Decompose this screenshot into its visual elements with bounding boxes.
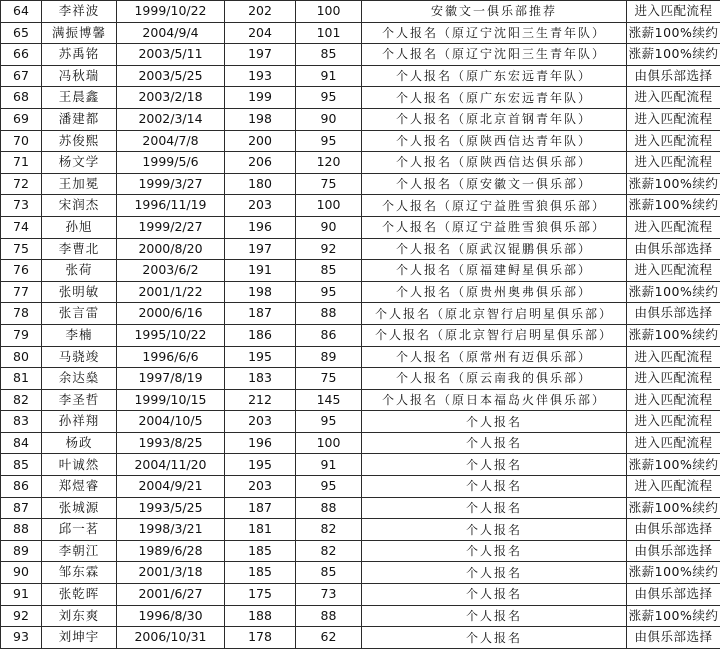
row-number: 78 (1, 303, 42, 325)
player-name: 王晨鑫 (42, 87, 117, 109)
registration-source: 个人报名（原常州有迈俱乐部） (362, 346, 627, 368)
player-name: 宋润杰 (42, 195, 117, 217)
height-cm: 195 (225, 454, 296, 476)
height-cm: 196 (225, 432, 296, 454)
registration-source: 个人报名（原北京智行启明星俱乐部） (362, 324, 627, 346)
height-cm: 197 (225, 238, 296, 260)
contract-status: 进入匹配流程 (627, 130, 720, 152)
contract-status: 由俱乐部选择 (627, 627, 720, 649)
row-number: 73 (1, 195, 42, 217)
table-row (1, 627, 720, 649)
weight-kg: 91 (296, 454, 362, 476)
registration-source: 个人报名（原陕西信达俱乐部） (362, 152, 627, 174)
registration-source: 个人报名 (362, 562, 627, 584)
contract-status: 涨薪100%续约 (627, 562, 720, 584)
contract-status: 进入匹配流程 (627, 411, 720, 433)
row-number: 91 (1, 584, 42, 606)
birth-date: 1995/10/22 (117, 324, 225, 346)
weight-kg: 90 (296, 108, 362, 130)
height-cm: 180 (225, 173, 296, 195)
row-number: 67 (1, 65, 42, 87)
height-cm: 187 (225, 497, 296, 519)
row-number: 88 (1, 519, 42, 541)
table-row (1, 497, 720, 519)
birth-date: 2001/3/18 (117, 562, 225, 584)
weight-kg: 85 (296, 260, 362, 282)
weight-kg: 88 (296, 605, 362, 627)
row-number: 66 (1, 44, 42, 66)
contract-status: 由俱乐部选择 (627, 238, 720, 260)
table-row (1, 324, 720, 346)
weight-kg: 95 (296, 281, 362, 303)
height-cm: 188 (225, 605, 296, 627)
height-cm: 203 (225, 195, 296, 217)
height-cm: 204 (225, 22, 296, 44)
contract-status: 涨薪100%续约 (627, 324, 720, 346)
row-number: 79 (1, 324, 42, 346)
height-cm: 185 (225, 540, 296, 562)
contract-status: 进入匹配流程 (627, 108, 720, 130)
registration-source: 个人报名（原贵州奥弗俱乐部） (362, 281, 627, 303)
registration-source: 个人报名（原北京智行启明星俱乐部） (362, 303, 627, 325)
weight-kg: 120 (296, 152, 362, 174)
player-name: 刘东爽 (42, 605, 117, 627)
player-name: 孙旭 (42, 216, 117, 238)
player-name: 张乾晖 (42, 584, 117, 606)
weight-kg: 100 (296, 1, 362, 23)
player-name: 邹东霖 (42, 562, 117, 584)
contract-status: 进入匹配流程 (627, 368, 720, 390)
birth-date: 1997/8/19 (117, 368, 225, 390)
table-row (1, 281, 720, 303)
player-name: 刘坤宇 (42, 627, 117, 649)
table-row (1, 130, 720, 152)
birth-date: 1989/6/28 (117, 540, 225, 562)
player-name: 王加冕 (42, 173, 117, 195)
player-name: 苏禹铭 (42, 44, 117, 66)
registration-source: 个人报名（原日本福岛火伴俱乐部） (362, 389, 627, 411)
contract-status: 涨薪100%续约 (627, 173, 720, 195)
birth-date: 1996/11/19 (117, 195, 225, 217)
player-name: 张城源 (42, 497, 117, 519)
birth-date: 1998/3/21 (117, 519, 225, 541)
weight-kg: 82 (296, 519, 362, 541)
contract-status: 进入匹配流程 (627, 1, 720, 23)
contract-status: 由俱乐部选择 (627, 65, 720, 87)
table-row (1, 87, 720, 109)
birth-date: 2003/2/18 (117, 87, 225, 109)
player-name: 李祥波 (42, 1, 117, 23)
registration-source: 个人报名（原辽宁沈阳三生青年队） (362, 22, 627, 44)
table-row (1, 432, 720, 454)
height-cm: 198 (225, 281, 296, 303)
birth-date: 1999/5/6 (117, 152, 225, 174)
table-row (1, 260, 720, 282)
birth-date: 2003/5/25 (117, 65, 225, 87)
contract-status: 进入匹配流程 (627, 260, 720, 282)
height-cm: 200 (225, 130, 296, 152)
row-number: 90 (1, 562, 42, 584)
table-row (1, 368, 720, 390)
player-name: 马骁竣 (42, 346, 117, 368)
row-number: 86 (1, 476, 42, 498)
registration-source: 个人报名（原辽宁益胜雪狼俱乐部） (362, 216, 627, 238)
contract-status: 进入匹配流程 (627, 152, 720, 174)
contract-status: 进入匹配流程 (627, 476, 720, 498)
contract-status: 进入匹配流程 (627, 346, 720, 368)
weight-kg: 100 (296, 432, 362, 454)
contract-status: 由俱乐部选择 (627, 519, 720, 541)
row-number: 64 (1, 1, 42, 23)
table-row (1, 389, 720, 411)
table-row (1, 173, 720, 195)
weight-kg: 101 (296, 22, 362, 44)
contract-status: 由俱乐部选择 (627, 584, 720, 606)
player-name: 李朝江 (42, 540, 117, 562)
contract-status: 涨薪100%续约 (627, 44, 720, 66)
table-row (1, 540, 720, 562)
birth-date: 1999/10/15 (117, 389, 225, 411)
height-cm: 191 (225, 260, 296, 282)
registration-source: 个人报名（原广东宏远青年队） (362, 87, 627, 109)
table-row (1, 562, 720, 584)
table-row (1, 411, 720, 433)
contract-status: 进入匹配流程 (627, 389, 720, 411)
table-row (1, 195, 720, 217)
registration-source: 个人报名（原北京首钢青年队） (362, 108, 627, 130)
row-number: 68 (1, 87, 42, 109)
table-row (1, 303, 720, 325)
table-row (1, 108, 720, 130)
height-cm: 202 (225, 1, 296, 23)
birth-date: 1996/6/6 (117, 346, 225, 368)
height-cm: 195 (225, 346, 296, 368)
height-cm: 199 (225, 87, 296, 109)
registration-source: 个人报名（原云南我的俱乐部） (362, 368, 627, 390)
registration-source: 个人报名（原安徽文一俱乐部） (362, 173, 627, 195)
registration-source: 个人报名 (362, 519, 627, 541)
table-row (1, 519, 720, 541)
table-row (1, 216, 720, 238)
weight-kg: 85 (296, 562, 362, 584)
birth-date: 1999/2/27 (117, 216, 225, 238)
row-number: 70 (1, 130, 42, 152)
row-number: 92 (1, 605, 42, 627)
roster-body (1, 1, 720, 649)
birth-date: 2006/10/31 (117, 627, 225, 649)
row-number: 80 (1, 346, 42, 368)
birth-date: 2004/11/20 (117, 454, 225, 476)
weight-kg: 88 (296, 303, 362, 325)
registration-source: 个人报名 (362, 584, 627, 606)
registration-source: 个人报名（原广东宏远青年队） (362, 65, 627, 87)
row-number: 77 (1, 281, 42, 303)
row-number: 71 (1, 152, 42, 174)
player-name: 余达燊 (42, 368, 117, 390)
player-name: 邱一茗 (42, 519, 117, 541)
birth-date: 2002/3/14 (117, 108, 225, 130)
registration-source: 个人报名（原辽宁沈阳三生青年队） (362, 44, 627, 66)
player-name: 叶诚然 (42, 454, 117, 476)
weight-kg: 90 (296, 216, 362, 238)
birth-date: 2001/6/27 (117, 584, 225, 606)
height-cm: 196 (225, 216, 296, 238)
birth-date: 2004/7/8 (117, 130, 225, 152)
height-cm: 185 (225, 562, 296, 584)
table-row (1, 346, 720, 368)
weight-kg: 88 (296, 497, 362, 519)
weight-kg: 85 (296, 44, 362, 66)
player-name: 孙祥翔 (42, 411, 117, 433)
height-cm: 212 (225, 389, 296, 411)
player-name: 满振博馨 (42, 22, 117, 44)
weight-kg: 89 (296, 346, 362, 368)
birth-date: 2000/6/16 (117, 303, 225, 325)
contract-status: 进入匹配流程 (627, 216, 720, 238)
row-number: 75 (1, 238, 42, 260)
table-row (1, 152, 720, 174)
registration-source: 个人报名 (362, 627, 627, 649)
contract-status: 由俱乐部选择 (627, 540, 720, 562)
contract-status: 进入匹配流程 (627, 87, 720, 109)
weight-kg: 86 (296, 324, 362, 346)
weight-kg: 100 (296, 195, 362, 217)
table-row (1, 1, 720, 23)
height-cm: 198 (225, 108, 296, 130)
row-number: 65 (1, 22, 42, 44)
table-row (1, 476, 720, 498)
registration-source: 个人报名（原辽宁益胜雪狼俱乐部） (362, 195, 627, 217)
row-number: 76 (1, 260, 42, 282)
weight-kg: 62 (296, 627, 362, 649)
birth-date: 2004/10/5 (117, 411, 225, 433)
registration-source: 安徽文一俱乐部推荐 (362, 1, 627, 23)
player-name: 李曹北 (42, 238, 117, 260)
height-cm: 193 (225, 65, 296, 87)
height-cm: 175 (225, 584, 296, 606)
birth-date: 2004/9/4 (117, 22, 225, 44)
row-number: 84 (1, 432, 42, 454)
player-name: 杨文学 (42, 152, 117, 174)
weight-kg: 92 (296, 238, 362, 260)
table-row (1, 605, 720, 627)
row-number: 81 (1, 368, 42, 390)
player-name: 潘建都 (42, 108, 117, 130)
contract-status: 涨薪100%续约 (627, 195, 720, 217)
registration-source: 个人报名（原福建鲟星俱乐部） (362, 260, 627, 282)
registration-source: 个人报名 (362, 454, 627, 476)
registration-source: 个人报名 (362, 605, 627, 627)
weight-kg: 95 (296, 411, 362, 433)
player-name: 苏俊熙 (42, 130, 117, 152)
weight-kg: 91 (296, 65, 362, 87)
player-name: 张明敏 (42, 281, 117, 303)
player-name: 冯秋瑞 (42, 65, 117, 87)
weight-kg: 75 (296, 173, 362, 195)
player-name: 张荷 (42, 260, 117, 282)
row-number: 93 (1, 627, 42, 649)
birth-date: 1999/10/22 (117, 1, 225, 23)
table-row (1, 65, 720, 87)
height-cm: 183 (225, 368, 296, 390)
table-row (1, 584, 720, 606)
height-cm: 178 (225, 627, 296, 649)
player-name: 李圣哲 (42, 389, 117, 411)
table-row (1, 44, 720, 66)
birth-date: 1999/3/27 (117, 173, 225, 195)
height-cm: 203 (225, 476, 296, 498)
row-number: 83 (1, 411, 42, 433)
height-cm: 186 (225, 324, 296, 346)
contract-status: 涨薪100%续约 (627, 22, 720, 44)
birth-date: 2003/5/11 (117, 44, 225, 66)
row-number: 85 (1, 454, 42, 476)
birth-date: 1993/8/25 (117, 432, 225, 454)
birth-date: 2004/9/21 (117, 476, 225, 498)
birth-date: 1996/8/30 (117, 605, 225, 627)
contract-status: 由俱乐部选择 (627, 303, 720, 325)
weight-kg: 73 (296, 584, 362, 606)
registration-source: 个人报名 (362, 476, 627, 498)
row-number: 69 (1, 108, 42, 130)
row-number: 87 (1, 497, 42, 519)
contract-status: 涨薪100%续约 (627, 281, 720, 303)
height-cm: 197 (225, 44, 296, 66)
row-number: 72 (1, 173, 42, 195)
birth-date: 2003/6/2 (117, 260, 225, 282)
registration-source: 个人报名 (362, 497, 627, 519)
row-number: 89 (1, 540, 42, 562)
table-row (1, 454, 720, 476)
height-cm: 181 (225, 519, 296, 541)
player-name: 郑煜睿 (42, 476, 117, 498)
registration-source: 个人报名 (362, 540, 627, 562)
registration-source: 个人报名 (362, 432, 627, 454)
weight-kg: 95 (296, 130, 362, 152)
height-cm: 187 (225, 303, 296, 325)
weight-kg: 75 (296, 368, 362, 390)
registration-source: 个人报名 (362, 411, 627, 433)
registration-source: 个人报名（原武汉锟鹏俱乐部） (362, 238, 627, 260)
height-cm: 206 (225, 152, 296, 174)
contract-status: 涨薪100%续约 (627, 605, 720, 627)
birth-date: 2001/1/22 (117, 281, 225, 303)
contract-status: 涨薪100%续约 (627, 454, 720, 476)
registration-source: 个人报名（原陕西信达青年队） (362, 130, 627, 152)
player-name: 张言雷 (42, 303, 117, 325)
table-row (1, 238, 720, 260)
birth-date: 1993/5/25 (117, 497, 225, 519)
table-row (1, 22, 720, 44)
birth-date: 2000/8/20 (117, 238, 225, 260)
player-name: 李楠 (42, 324, 117, 346)
contract-status: 涨薪100%续约 (627, 497, 720, 519)
height-cm: 203 (225, 411, 296, 433)
player-name: 杨政 (42, 432, 117, 454)
weight-kg: 82 (296, 540, 362, 562)
weight-kg: 145 (296, 389, 362, 411)
weight-kg: 95 (296, 87, 362, 109)
weight-kg: 95 (296, 476, 362, 498)
contract-status: 进入匹配流程 (627, 432, 720, 454)
row-number: 74 (1, 216, 42, 238)
row-number: 82 (1, 389, 42, 411)
